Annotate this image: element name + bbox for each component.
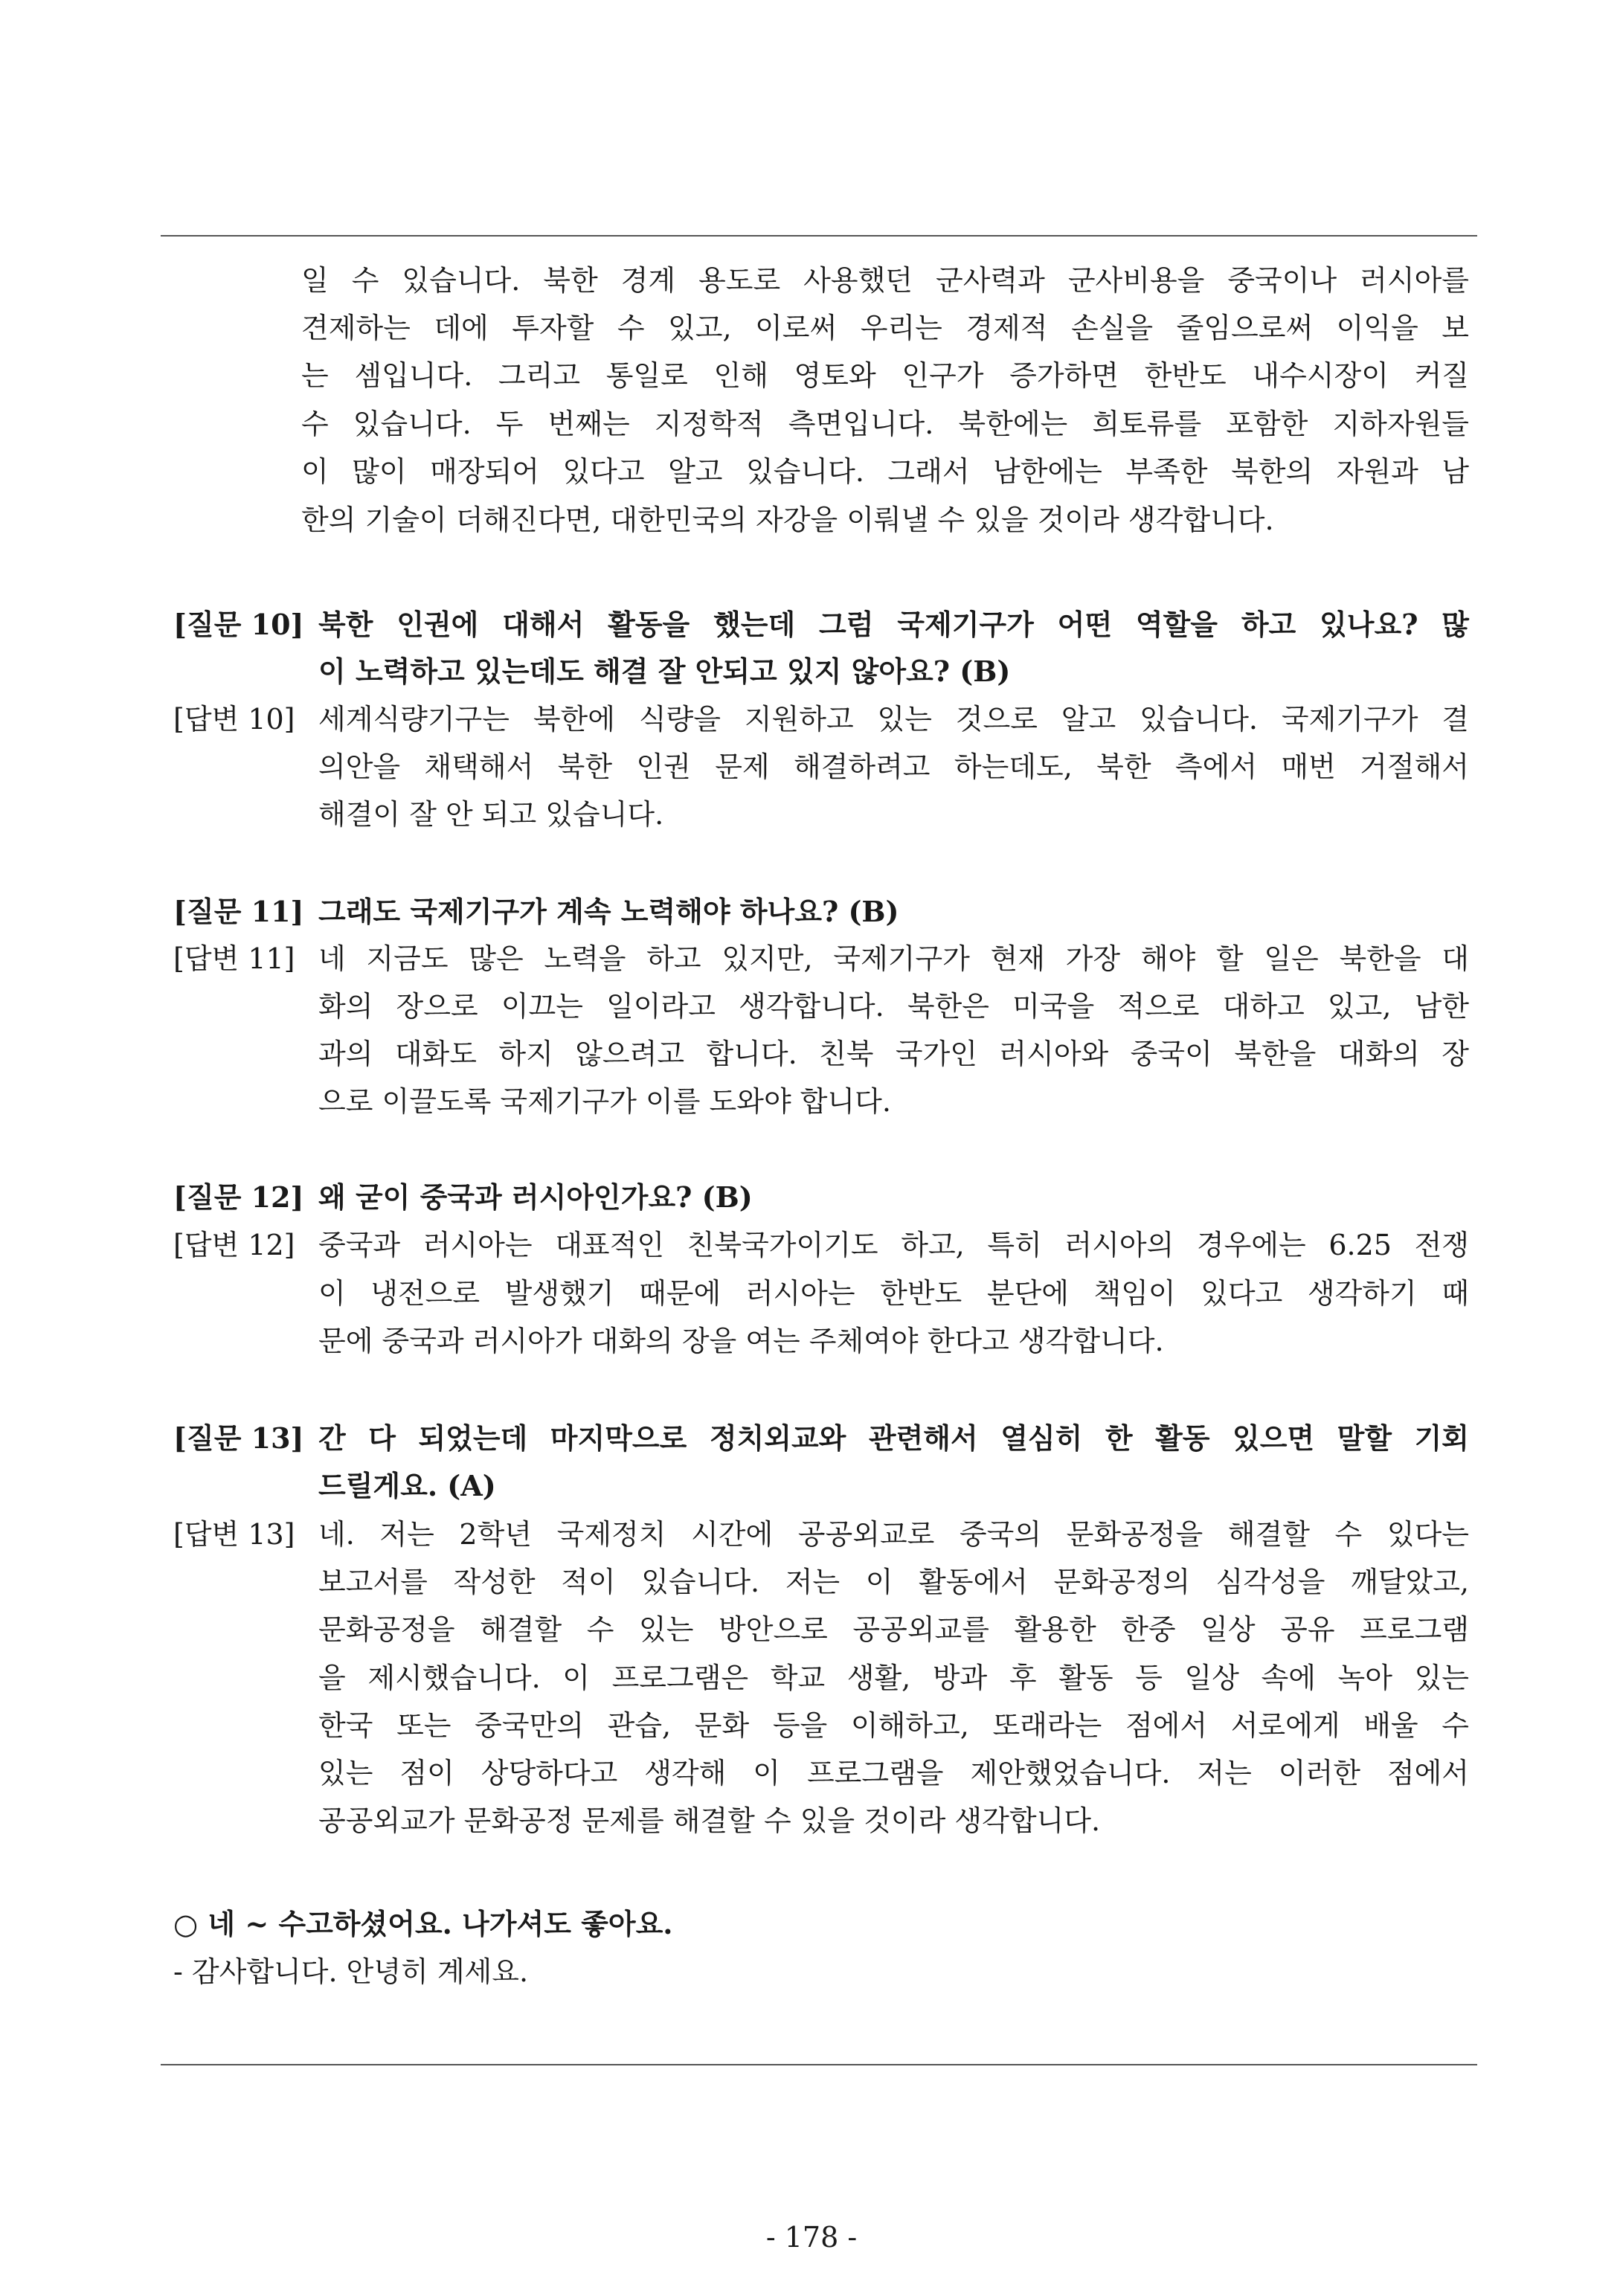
- question-label: [질문 11]: [173, 895, 304, 928]
- answer-line: 공공외교가 문화공정 문제를 해결할 수 있을 것이라 생각합니다.: [318, 1804, 1101, 1837]
- answer-line: 중국과 러시아는 대표적인 친북국가이기도 하고, 특히 러시아의 경우에는 6.25 전쟁: [318, 1229, 1469, 1261]
- question-line: 간 다 되었는데 마지막으로 정치외교와 관련해서 열심히 한 활동 있으면 말할 기회: [318, 1421, 1469, 1455]
- paragraph-line: 는 셈입니다. 그리고 통일로 인해 영토와 인구가 증가하면 한반도 내수시장이 커질: [301, 359, 1469, 392]
- closing-interviewer-line: ○ 네 ~ 수고하셨어요. 나가셔도 좋아요.: [173, 1907, 673, 1940]
- answer-line: 으로 이끌도록 국제기구가 이를 도와야 합니다.: [318, 1085, 891, 1118]
- answer-label: [답변 11]: [173, 942, 295, 975]
- top-rule: [161, 235, 1477, 237]
- answer-line: 문화공정을 해결할 수 있는 방안으로 공공외교를 활용한 한중 일상 공유 프로그램: [318, 1613, 1469, 1646]
- page-number: - 178 -: [765, 2221, 858, 2254]
- answer-label: [답변 10]: [173, 703, 295, 736]
- question-line: 그래도 국제기구가 계속 노력해야 하나요? (B): [318, 895, 899, 928]
- answer-line: 있는 점이 상당하다고 생각해 이 프로그램을 제안했었습니다. 저는 이러한 점에서: [318, 1757, 1469, 1789]
- question-line: 드릴게요. (A): [318, 1469, 496, 1502]
- answer-line: 한국 또는 중국만의 관습, 문화 등을 이해하고, 또래라는 점에서 서로에게 배울 수: [318, 1709, 1469, 1742]
- bottom-rule: [161, 2064, 1477, 2065]
- answer-line: 네. 저는 2학년 국제정치 시간에 공공외교로 중국의 문화공정을 해결할 수 있다는: [318, 1518, 1469, 1551]
- paragraph-line: 한의 기술이 더해진다면, 대한민국의 자강을 이뤄낼 수 있을 것이라 생각합니다.: [301, 504, 1274, 536]
- closing-student-line: - 감사합니다. 안녕히 계세요.: [173, 1955, 529, 1988]
- paragraph-line: 일 수 있습니다. 북한 경계 용도로 사용했던 군사력과 군사비용을 중국이나 러시아를: [301, 264, 1469, 297]
- answer-label: [답변 12]: [173, 1229, 295, 1261]
- question-label: [질문 12]: [173, 1180, 304, 1214]
- paragraph-line: 수 있습니다. 두 번째는 지정학적 측면입니다. 북한에는 희토류를 포함한 지하자원들: [301, 408, 1469, 440]
- answer-line: 해결이 잘 안 되고 있습니다.: [318, 798, 664, 831]
- answer-line: 이 냉전으로 발생했기 때문에 러시아는 한반도 분단에 책임이 있다고 생각하기 때: [318, 1277, 1469, 1310]
- question-line: 이 노력하고 있는데도 해결 잘 안되고 있지 않아요? (B): [318, 655, 1011, 688]
- answer-line: 화의 장으로 이끄는 일이라고 생각합니다. 북한은 미국을 적으로 대하고 있고, 남한: [318, 990, 1469, 1023]
- paragraph-line: 이 많이 매장되어 있다고 알고 있습니다. 그래서 남한에는 부족한 북한의 자원과 남: [301, 455, 1469, 488]
- answer-line: 의안을 채택해서 북한 인권 문제 해결하려고 하는데도, 북한 측에서 매번 거절해서: [318, 750, 1469, 783]
- answer-label: [답변 13]: [173, 1518, 295, 1551]
- answer-line: 과의 대화도 하지 않으려고 합니다. 친북 국가인 러시아와 중국이 북한을 대화의 장: [318, 1038, 1469, 1070]
- question-line: 왜 굳이 중국과 러시아인가요? (B): [318, 1180, 753, 1214]
- answer-line: 세계식량기구는 북한에 식량을 지원하고 있는 것으로 알고 있습니다. 국제기구가 결: [318, 703, 1469, 736]
- question-line: 북한 인권에 대해서 활동을 했는데 그럼 국제기구가 어떤 역할을 하고 있나요? 많: [318, 608, 1469, 641]
- answer-line: 문에 중국과 러시아가 대화의 장을 여는 주체여야 한다고 생각합니다.: [318, 1325, 1164, 1357]
- answer-line: 네 지금도 많은 노력을 하고 있지만, 국제기구가 현재 가장 해야 할 일은 북한을 대: [318, 942, 1469, 975]
- question-label: [질문 13]: [173, 1421, 304, 1455]
- paragraph-line: 견제하는 데에 투자할 수 있고, 이로써 우리는 경제적 손실을 줄임으로써 이익을 보: [301, 312, 1469, 344]
- answer-line: 을 제시했습니다. 이 프로그램은 학교 생활, 방과 후 활동 등 일상 속에 녹아 있는: [318, 1662, 1469, 1694]
- answer-line: 보고서를 작성한 적이 있습니다. 저는 이 활동에서 문화공정의 심각성을 깨달았고,: [318, 1566, 1469, 1598]
- question-label: [질문 10]: [173, 608, 304, 641]
